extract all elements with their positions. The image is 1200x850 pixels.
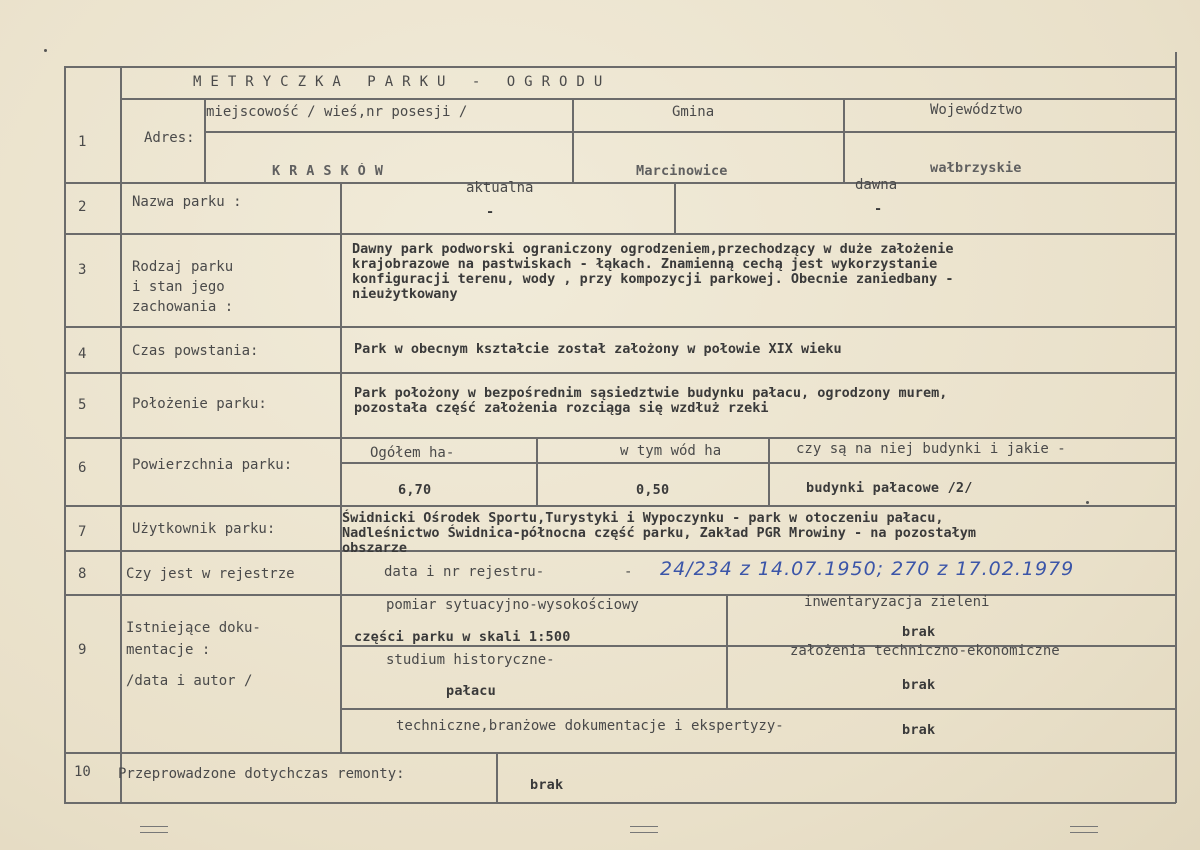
row1-line bbox=[64, 182, 1176, 184]
punch-mark bbox=[630, 826, 658, 833]
creation-time-label: Czas powstania: bbox=[132, 343, 259, 359]
row-number: 8 bbox=[78, 566, 87, 582]
r10-label-divider bbox=[496, 752, 498, 802]
park-type-label-2: i stan jego bbox=[132, 279, 225, 295]
row5-line bbox=[64, 437, 1176, 439]
r6-col-divider-2 bbox=[768, 437, 770, 505]
registry-label: Czy jest w rejestrze bbox=[126, 566, 295, 582]
user-label: Użytkownik parku: bbox=[132, 521, 276, 537]
docs-label-3: /data i autor / bbox=[126, 673, 253, 689]
r3-5-label-divider bbox=[340, 233, 342, 437]
address-label: Adres: bbox=[144, 130, 195, 146]
row9-line bbox=[64, 752, 1176, 754]
row-number: 3 bbox=[78, 262, 87, 278]
r1-col-divider-2 bbox=[843, 98, 845, 182]
former-name-value: - bbox=[874, 201, 883, 217]
row-number: 4 bbox=[78, 346, 87, 362]
row-number: 6 bbox=[78, 460, 87, 476]
park-type-label-3: zachowania : bbox=[132, 299, 234, 315]
number-column-divider bbox=[120, 66, 122, 803]
row-number: 7 bbox=[78, 524, 87, 540]
total-area-header: Ogółem ha- bbox=[370, 445, 455, 461]
row-number: 1 bbox=[78, 134, 87, 150]
current-name-value: - bbox=[486, 204, 495, 220]
row8-line bbox=[64, 594, 1176, 596]
row-number: 10 bbox=[74, 764, 91, 780]
park-type-label-1: Rodzaj parku bbox=[132, 259, 234, 275]
repairs-label: Przeprowadzone dotychczas remonty: bbox=[118, 766, 405, 782]
survey-header: pomiar sytuacyjno-wysokościowy bbox=[386, 597, 639, 613]
former-name-header: dawna bbox=[855, 177, 898, 193]
card-title: METRYCZKA PARKU - OGRODU bbox=[193, 74, 612, 90]
voivodeship-value: wałbrzyskie bbox=[930, 160, 1022, 176]
total-area-value: 6,70 bbox=[398, 482, 432, 498]
commune-value: Marcinowice bbox=[636, 163, 728, 177]
r6-label-divider bbox=[340, 437, 342, 505]
row-number: 9 bbox=[78, 642, 87, 658]
row6-line bbox=[64, 505, 1176, 507]
technical-docs-header: techniczne,branżowe dokumentacje i ekspertyzy- bbox=[396, 718, 784, 734]
docs-label-2: mentacje : bbox=[126, 642, 211, 658]
creation-time-value: Park w obecnym kształcie został założony w połowie XIX wieku bbox=[354, 341, 842, 357]
border-bottom bbox=[64, 802, 1176, 804]
water-area-value: 0,50 bbox=[636, 482, 670, 498]
area-label: Powierzchnia parku: bbox=[132, 457, 293, 473]
row3-line bbox=[64, 326, 1176, 328]
docs-label-1: Istniejące doku- bbox=[126, 620, 261, 636]
r9-label-divider bbox=[340, 594, 342, 752]
park-name-label: Nazwa parku : bbox=[132, 194, 242, 210]
technical-docs-value: brak bbox=[902, 722, 936, 738]
border-top bbox=[64, 66, 1176, 68]
row-number: 5 bbox=[78, 397, 87, 413]
registry-dash: - bbox=[624, 564, 633, 580]
buildings-header: czy są na niej budynki i jakie - bbox=[796, 441, 1066, 457]
paper-speck bbox=[1086, 501, 1089, 504]
r6-header-line bbox=[340, 462, 1176, 464]
water-area-header: w tym wód ha bbox=[620, 443, 722, 459]
r2-col-divider bbox=[674, 182, 676, 233]
r9-col-divider bbox=[726, 594, 728, 708]
history-study-header: studium historyczne- bbox=[386, 652, 555, 668]
history-study-value: pałacu bbox=[446, 683, 496, 699]
survey-value: części parku w skali 1:500 bbox=[354, 629, 571, 645]
paper-speck bbox=[44, 49, 47, 52]
r1-col-divider-1 bbox=[572, 98, 574, 182]
buildings-value: budynki pałacowe /2/ bbox=[806, 480, 973, 496]
r1-header-line bbox=[204, 131, 1176, 133]
title-row-line bbox=[120, 98, 1176, 100]
punch-mark bbox=[140, 826, 168, 833]
row-number: 2 bbox=[78, 199, 87, 215]
r9-line-2 bbox=[340, 708, 1176, 710]
tech-eco-value: brak bbox=[902, 677, 936, 693]
park-type-description: Dawny park podworski ograniczony ogrodzeniem,przechodzący w duże założenie krajobrazowe na pastwiskach - łąkach. Znamienną cechą jest wykorzystanie konfiguracji terenu, wody , przy kompozycji parkowej. Obecnie zaniedbany - nieużytkowany bbox=[352, 241, 954, 302]
r6-col-divider-1 bbox=[536, 437, 538, 505]
locality-header: miejscowość / wieś,nr posesji / bbox=[206, 104, 468, 120]
greenery-header: inwentaryzacja zieleni bbox=[804, 594, 990, 610]
border-left bbox=[64, 66, 66, 803]
location-label: Położenie parku: bbox=[132, 396, 267, 412]
current-name-header: aktualna bbox=[466, 180, 534, 196]
r2-label-divider bbox=[340, 182, 342, 233]
row4-line bbox=[64, 372, 1176, 374]
tech-eco-header: założenia techniczno-ekonomiczne bbox=[790, 643, 1060, 659]
user-description: Świdnicki Ośrodek Sportu,Turystyki i Wypoczynku - park w otoczeniu pałacu, Nadleśnictwo Świdnica-północna część parku, Zakład PGR Mrowiny - na pozostałym obszarze bbox=[342, 510, 976, 556]
registry-handwritten-entry: 24/234 z 14.07.1950; 270 z 17.02.1979 bbox=[660, 558, 1075, 580]
greenery-value: brak bbox=[902, 624, 936, 640]
repairs-value: brak bbox=[530, 777, 564, 793]
locality-value: KRASKÓW bbox=[272, 163, 392, 177]
voivodeship-header: Województwo bbox=[930, 102, 1023, 118]
punch-mark bbox=[1070, 826, 1098, 833]
registry-sublabel: data i nr rejestru- bbox=[384, 564, 545, 580]
border-right bbox=[1175, 52, 1177, 803]
commune-header: Gmina bbox=[672, 104, 715, 120]
row2-line bbox=[64, 233, 1176, 235]
location-description: Park położony w bezpośrednim sąsiedztwie budynku pałacu, ogrodzony murem, pozostała część założenia rozciąga się wzdłuż rzeki bbox=[354, 385, 948, 416]
